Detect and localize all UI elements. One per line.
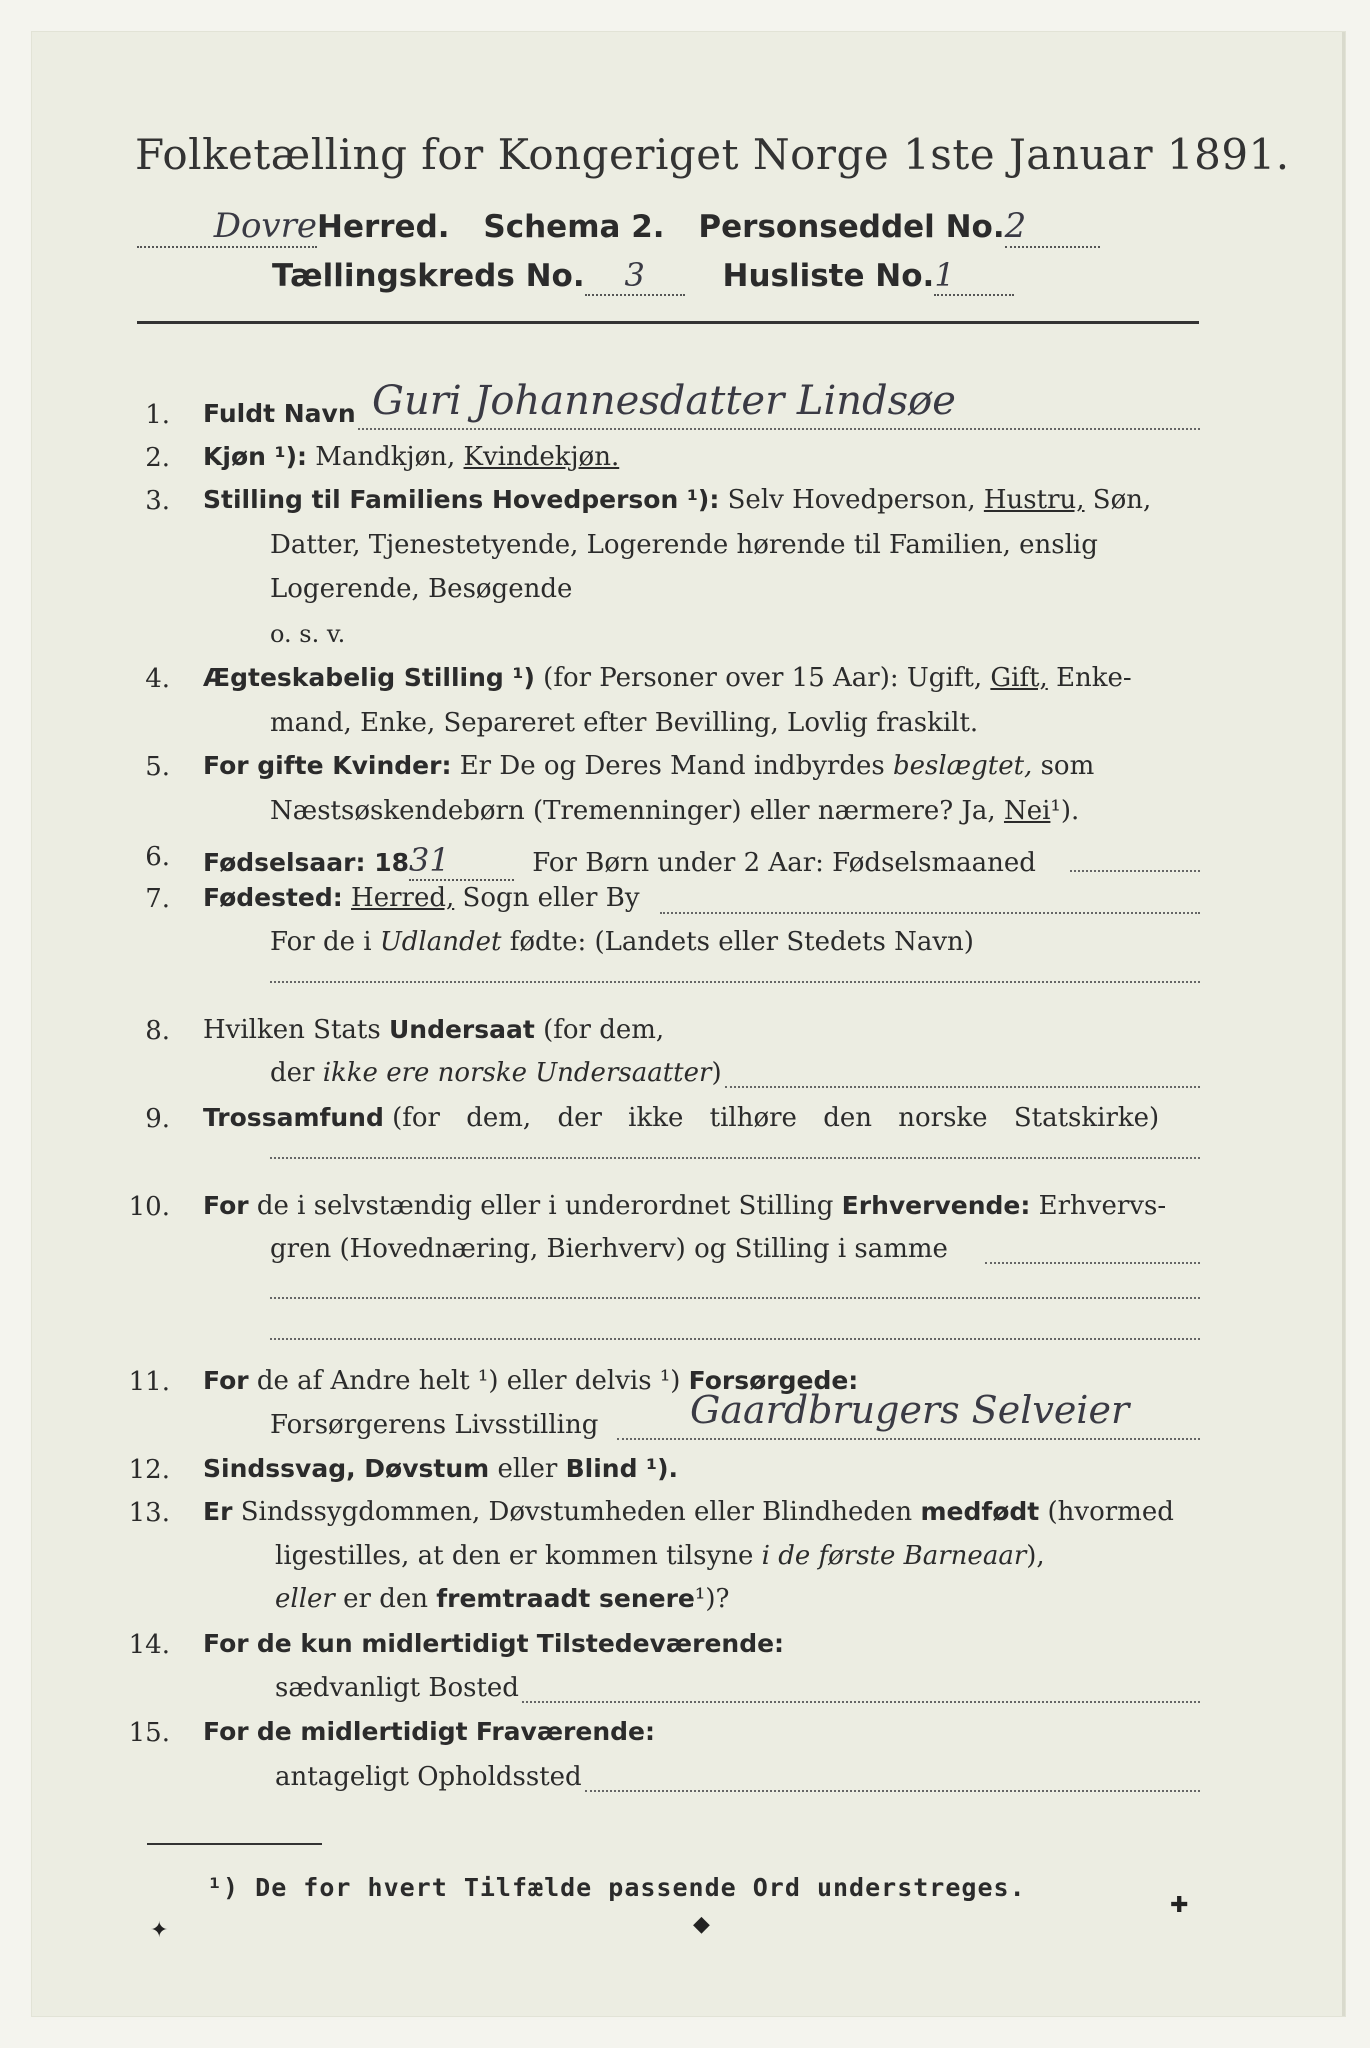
- birth-month-label: For Børn under 2 Aar: Fødselsmaaned: [532, 848, 1036, 878]
- occupation-answer-line-1: [985, 1262, 1200, 1264]
- personseddel-label: Personseddel No.: [698, 209, 1005, 245]
- option-text: Selv Hovedperson,: [727, 485, 976, 515]
- temporary-present-line-1: [203, 1629, 784, 1659]
- taellingskreds-row: [272, 256, 1014, 296]
- taellingskreds-label: Tællingskreds No.: [272, 258, 585, 294]
- occupation-label: Erhvervende:: [841, 1191, 1031, 1220]
- option-text: fremtraadt senere: [436, 1584, 695, 1613]
- birth-year-label: Fødselsaar: 18: [203, 848, 409, 877]
- married-women-label: For gifte Kvinder:: [203, 751, 452, 780]
- item-number: 1.: [145, 400, 170, 430]
- provider-occupation-label: Forsørgerens Livsstilling: [270, 1410, 599, 1440]
- disability-line: [203, 1454, 678, 1484]
- birthplace-selected: Herred,: [351, 883, 455, 913]
- full-name-label: Fuldt Navn: [203, 399, 356, 428]
- birth-year-value: 31: [409, 841, 514, 881]
- item-number: 6.: [145, 842, 170, 872]
- option-text: ligestilles, at den er kommen tilsyne: [275, 1541, 754, 1571]
- item-number: 5.: [145, 752, 170, 782]
- option-text: Erhvervs-: [1038, 1191, 1167, 1221]
- option-text: Sogn eller By: [462, 883, 640, 913]
- temporary-absent-label: Fraværende:: [475, 1717, 655, 1746]
- citizenship-line-2: [270, 1058, 722, 1088]
- item-number: 10.: [128, 1192, 170, 1222]
- marital-status-label: Ægteskabelig Stilling ¹): [203, 663, 535, 692]
- option-text: ¹)?: [694, 1584, 730, 1614]
- option-text: For: [203, 1366, 249, 1395]
- religion-label: Trossamfund: [203, 1103, 384, 1132]
- birth-year-line: [203, 841, 1036, 881]
- marital-status-line-1: [203, 663, 1132, 693]
- option-text: For: [203, 1629, 249, 1658]
- option-text: er den: [343, 1584, 428, 1614]
- marital-status-selected: Gift,: [990, 663, 1048, 693]
- herred-field: [137, 206, 317, 248]
- option-text: eller: [497, 1454, 558, 1484]
- item-number: 14.: [128, 1630, 170, 1660]
- congenital-line-3: [275, 1584, 729, 1614]
- option-text: ): [711, 1058, 722, 1088]
- citizenship-label: Undersaat: [388, 1015, 535, 1044]
- birthplace-label: Fødested:: [203, 883, 343, 912]
- usual-residence-label: sædvanligt Bosted: [275, 1673, 519, 1703]
- option-text: som: [1040, 751, 1095, 781]
- option-text: de midlertidigt: [256, 1717, 468, 1746]
- taellingskreds-field: [585, 256, 685, 296]
- option-text: For: [203, 1717, 249, 1746]
- item-number: 2.: [145, 443, 170, 473]
- option-text: ikke ere norske Undersaatter: [322, 1058, 712, 1088]
- probable-residence-line: [585, 1790, 1200, 1792]
- personseddel-field: [1005, 206, 1100, 248]
- footnote-rule: [147, 1843, 322, 1845]
- congenital-line-2: [275, 1541, 1045, 1571]
- disability-label: Sindssvag, Døvstum: [203, 1454, 490, 1483]
- herred-value: Dovre: [213, 206, 317, 246]
- sex-option-male: Mandkjøn,: [315, 442, 456, 472]
- option-text: de i selvstændig eller i underordnet Stilling: [256, 1191, 834, 1221]
- religion-line: [203, 1103, 1159, 1133]
- item-number: 13.: [128, 1498, 170, 1528]
- option-text: der: [270, 1058, 315, 1088]
- related-selected: Nei: [1003, 796, 1051, 826]
- registration-mark-icon: ✦: [150, 1918, 169, 1943]
- birth-month-line: [1070, 870, 1200, 872]
- footnote: ¹) De for hvert Tilfælde passende Ord understreges.: [207, 1873, 1026, 1902]
- family-position-selected: Hustru,: [983, 485, 1085, 515]
- item-number: 12.: [128, 1455, 170, 1485]
- item-number: 9.: [145, 1104, 170, 1134]
- option-text: de kun midlertidigt: [256, 1629, 529, 1658]
- sex-label: Kjøn ¹):: [203, 442, 307, 471]
- family-position-line-1: [203, 485, 1151, 515]
- husliste-value: 1: [934, 256, 955, 294]
- provider-occupation-value: Gaardbrugers Selveier: [690, 1388, 1130, 1432]
- schema-label: Schema 2.: [483, 209, 665, 245]
- form-title: Folketælling for Kongeriget Norge 1ste Januar 1891.: [135, 130, 1290, 179]
- family-position-line-4: o. s. v.: [270, 620, 346, 648]
- option-text: Næstsøskendebørn (Tremenninger) eller nærmere? Ja,: [270, 796, 996, 826]
- item-number: 4.: [145, 664, 170, 694]
- option-text: ),: [1026, 1541, 1045, 1571]
- congenital-line-1: [203, 1497, 1174, 1527]
- full-name-value: Guri Johannesdatter Lindsøe: [372, 378, 956, 424]
- occupation-answer-line-3: [270, 1338, 1200, 1340]
- occupation-line-1: [203, 1191, 1166, 1221]
- item-number: 8.: [145, 1016, 170, 1046]
- option-text: (for Personer over 15 Aar): Ugift,: [543, 663, 983, 693]
- option-text: Udlandet: [379, 927, 502, 957]
- marital-status-line-2: mand, Enke, Separeret efter Bevilling, Lovlig fraskilt.: [270, 708, 979, 738]
- birthplace-line-1: [203, 883, 640, 913]
- option-text: Sindssygdommen, Døvstumheden eller Blindheden: [240, 1497, 913, 1527]
- usual-residence-line: [522, 1701, 1200, 1703]
- occupation-answer-line-2: [270, 1297, 1200, 1299]
- occupation-line-2: gren (Hovednæring, Bierhverv) og Stilling i samme: [270, 1234, 948, 1264]
- personseddel-value: 2: [1004, 206, 1027, 246]
- registration-mark-icon: ◆: [693, 1912, 710, 1937]
- supported-label: Forsørgede:: [688, 1366, 859, 1395]
- item-number: 15.: [128, 1718, 170, 1748]
- option-text: (for dem,: [543, 1015, 665, 1045]
- item-number: 11.: [128, 1367, 170, 1397]
- option-text: Enke-: [1056, 663, 1132, 693]
- full-name-line: [358, 428, 1200, 430]
- husliste-label: Husliste No.: [722, 258, 935, 294]
- probable-residence-label: antageligt Opholdssted: [275, 1762, 582, 1792]
- option-text: Er: [203, 1497, 233, 1526]
- item-number: 7.: [145, 884, 170, 914]
- sex-line: [203, 442, 619, 472]
- married-women-line-1: [203, 751, 1094, 781]
- option-text: (for dem, der ikke tilhøre den norske Statskirke): [392, 1103, 1160, 1133]
- header-rule: [137, 321, 1199, 324]
- religion-answer-line: [270, 1157, 1200, 1159]
- herred-label: Herred.: [317, 209, 450, 245]
- family-position-line-3: Logerende, Besøgende: [270, 574, 573, 604]
- taellingskreds-value: 3: [624, 256, 645, 294]
- item-number: 3.: [145, 486, 170, 516]
- husliste-field: [934, 256, 1014, 296]
- congenital-label: medfødt: [920, 1497, 1040, 1526]
- citizenship-line: [725, 1086, 1200, 1088]
- provider-occupation-line: [617, 1438, 1200, 1440]
- option-text: ¹).: [1050, 796, 1080, 826]
- option-text: For: [203, 1191, 249, 1220]
- temporary-present-label: Tilstedeværende:: [536, 1629, 785, 1658]
- option-text: eller: [275, 1584, 335, 1614]
- foreign-birthplace-line: [270, 981, 1200, 983]
- option-text: (hvormed: [1047, 1497, 1174, 1527]
- family-position-label: Stilling til Familiens Hovedperson ¹):: [203, 485, 720, 514]
- herred-row: [137, 206, 1100, 248]
- family-position-line-2: Datter, Tjenestetyende, Logerende hørende til Familien, enslig: [270, 530, 1098, 560]
- sex-option-female: Kvindekjøn.: [463, 442, 620, 472]
- option-text: beslægtet,: [892, 751, 1033, 781]
- option-text: i de første Barneaar: [761, 1541, 1027, 1571]
- citizenship-line-1: [203, 1015, 664, 1045]
- birthplace-line-2: [270, 927, 974, 957]
- married-women-line-2: [270, 796, 1079, 826]
- option-text: Søn,: [1092, 485, 1152, 515]
- option-text: Hvilken Stats: [203, 1015, 381, 1045]
- option-text: Blind ¹).: [565, 1454, 679, 1483]
- birthplace-line: [660, 912, 1200, 914]
- temporary-absent-line-1: [203, 1717, 655, 1747]
- option-text: Er De og Deres Mand indbyrdes: [459, 751, 885, 781]
- registration-mark-icon: ✚: [1170, 1893, 1189, 1918]
- option-text: de af Andre helt ¹) eller delvis ¹): [256, 1366, 681, 1396]
- option-text: fødte: (Landets eller Stedets Navn): [509, 927, 974, 957]
- option-text: For de i: [270, 927, 372, 957]
